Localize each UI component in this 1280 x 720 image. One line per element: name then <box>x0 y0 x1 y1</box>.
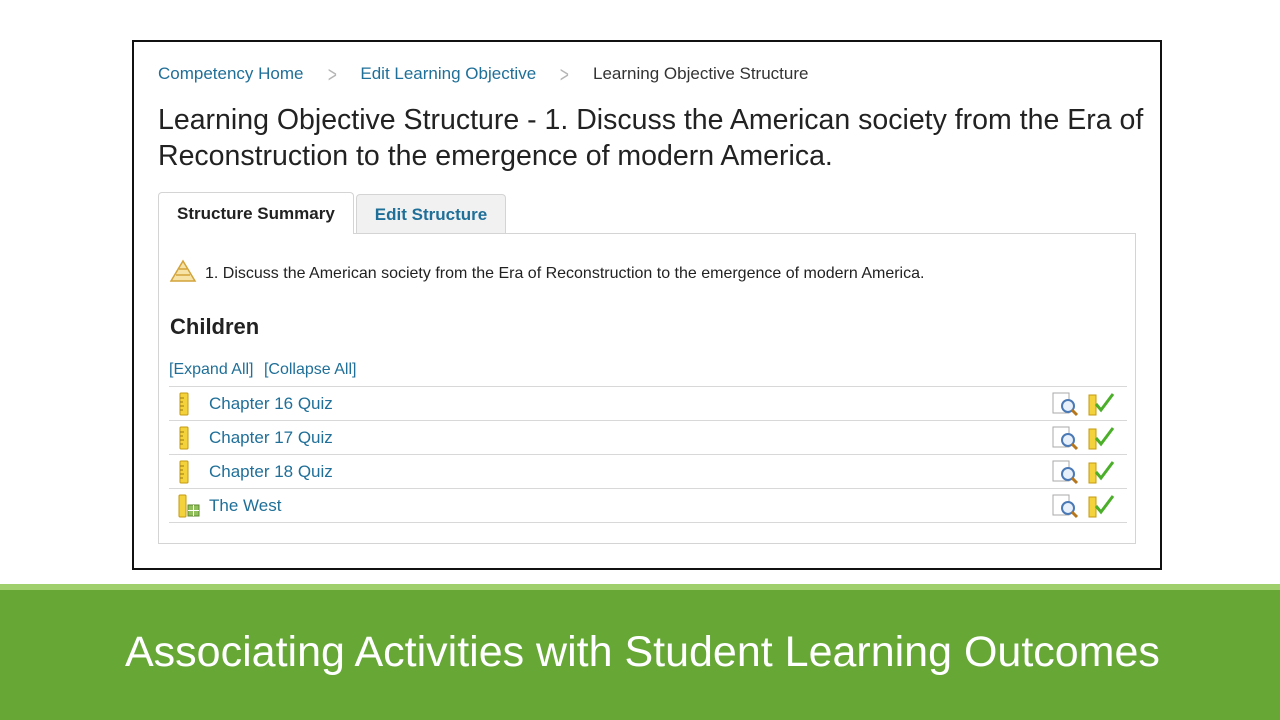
screenshot-frame <box>132 40 1162 570</box>
row-actions <box>1051 425 1115 451</box>
list-item <box>169 387 1127 421</box>
row-actions <box>1051 391 1115 417</box>
preview-icon[interactable] <box>1051 493 1079 519</box>
tab-edit-structure[interactable]: Edit Structure <box>356 194 506 234</box>
row-actions <box>1051 493 1115 519</box>
child-link-chapter-17-quiz[interactable]: Chapter 17 Quiz <box>209 427 333 447</box>
title-banner <box>0 584 1280 720</box>
chevron-right-icon: > <box>560 61 570 87</box>
banner-title: Associating Activities with Student Learning Outcomes <box>125 628 1160 676</box>
preview-icon[interactable] <box>1051 459 1079 485</box>
expand-all-link[interactable]: [Expand All] <box>169 361 254 378</box>
tab-structure-summary[interactable]: Structure Summary <box>158 192 354 234</box>
ruler-icon <box>177 461 201 483</box>
breadcrumb <box>158 61 809 87</box>
list-item <box>169 489 1127 523</box>
ruler-icon <box>177 393 201 415</box>
child-link-chapter-16-quiz[interactable]: Chapter 16 Quiz <box>209 393 333 413</box>
structure-summary-panel <box>158 233 1136 544</box>
breadcrumb-link-edit-learning-objective[interactable]: Edit Learning Objective <box>360 64 537 83</box>
preview-icon[interactable] <box>1051 425 1079 451</box>
learning-objective-icon <box>169 258 197 289</box>
assess-icon[interactable] <box>1087 493 1115 519</box>
objective-text: 1. Discuss the American society from the Era of Reconstruction to the emergence of modern America. <box>205 264 925 282</box>
assess-icon[interactable] <box>1087 459 1115 485</box>
ruler-icon <box>177 427 201 449</box>
collapse-all-link[interactable]: [Collapse All] <box>263 361 357 378</box>
page-title: Learning Objective Structure - 1. Discuss the American society from the Era of Reconstruction to the emergence of modern America. <box>158 104 1144 172</box>
tab-bar <box>158 192 508 234</box>
list-item <box>169 421 1127 455</box>
chevron-right-icon: > <box>327 61 337 87</box>
preview-icon[interactable] <box>1051 391 1079 417</box>
list-item <box>169 455 1127 489</box>
expand-collapse-links <box>169 361 356 379</box>
breadcrumb-link-competency-home[interactable]: Competency Home <box>158 64 304 83</box>
assess-icon[interactable] <box>1087 425 1115 451</box>
objective-row <box>169 258 924 289</box>
children-heading: Children <box>170 314 260 339</box>
child-link-the-west[interactable]: The West <box>209 495 282 515</box>
ruler-grid-icon <box>177 495 201 517</box>
assess-icon[interactable] <box>1087 391 1115 417</box>
children-list <box>169 386 1127 523</box>
child-link-chapter-18-quiz[interactable]: Chapter 18 Quiz <box>209 461 333 481</box>
breadcrumb-current: Learning Objective Structure <box>593 64 809 83</box>
row-actions <box>1051 459 1115 485</box>
